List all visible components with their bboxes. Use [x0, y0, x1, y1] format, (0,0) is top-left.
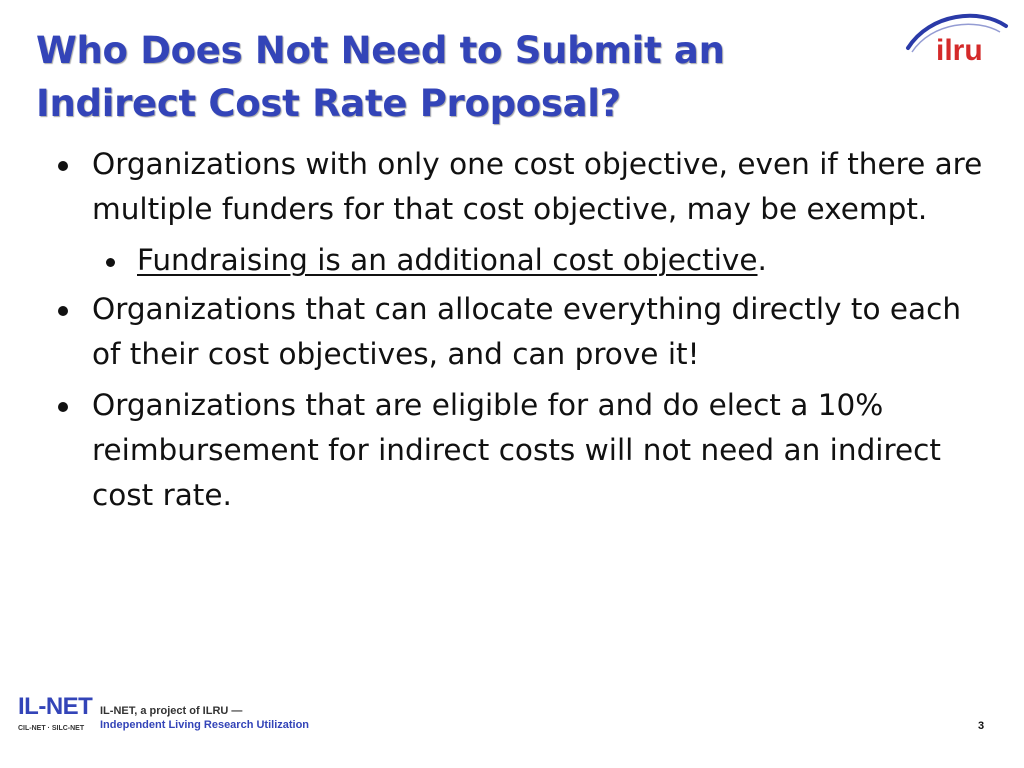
bullet-text: Organizations that are eligible for and do elect a 10% reimbursement for indirect costs will not need an indirect cost rate.: [92, 388, 941, 512]
title-line-2: Indirect Cost Rate Proposal?: [36, 82, 621, 125]
footer-text: [100, 704, 309, 732]
bullet-text: Organizations that can allocate everything directly to each of their cost objectives, and can prove it!: [92, 292, 962, 371]
bullet-item: [52, 287, 992, 377]
slide-title: [36, 24, 836, 130]
bullet-dot-icon: [58, 402, 68, 412]
ilru-logo-text: ilru: [936, 34, 983, 67]
bullet-suffix: .: [757, 243, 767, 277]
bullet-list: [52, 142, 992, 524]
bullet-dot-icon: [106, 258, 115, 267]
bullet-text: Organizations with only one cost objective, even if there are multiple funders for that cost objective, may be exempt.: [92, 147, 983, 226]
bullet-item: [52, 383, 992, 518]
bullet-item: [52, 142, 992, 232]
sub-bullet-item: [52, 238, 992, 283]
il-net-logo-submark: CIL-NET · SILC-NET: [18, 725, 85, 732]
page-number: 3: [978, 720, 985, 732]
il-net-logo: [18, 694, 98, 740]
ilru-logo: [900, 8, 1010, 68]
title-line-1: Who Does Not Need to Submit an: [36, 29, 725, 72]
footer-line-1: IL-NET, a project of ILRU —: [100, 705, 243, 717]
bullet-dot-icon: [58, 306, 68, 316]
bullet-underlined-text: Fundraising is an additional cost objective: [137, 243, 758, 277]
bullet-dot-icon: [58, 161, 68, 171]
footer-line-2: Independent Living Research Utilization: [100, 719, 310, 731]
il-net-logo-mark: IL-NET: [18, 693, 93, 720]
